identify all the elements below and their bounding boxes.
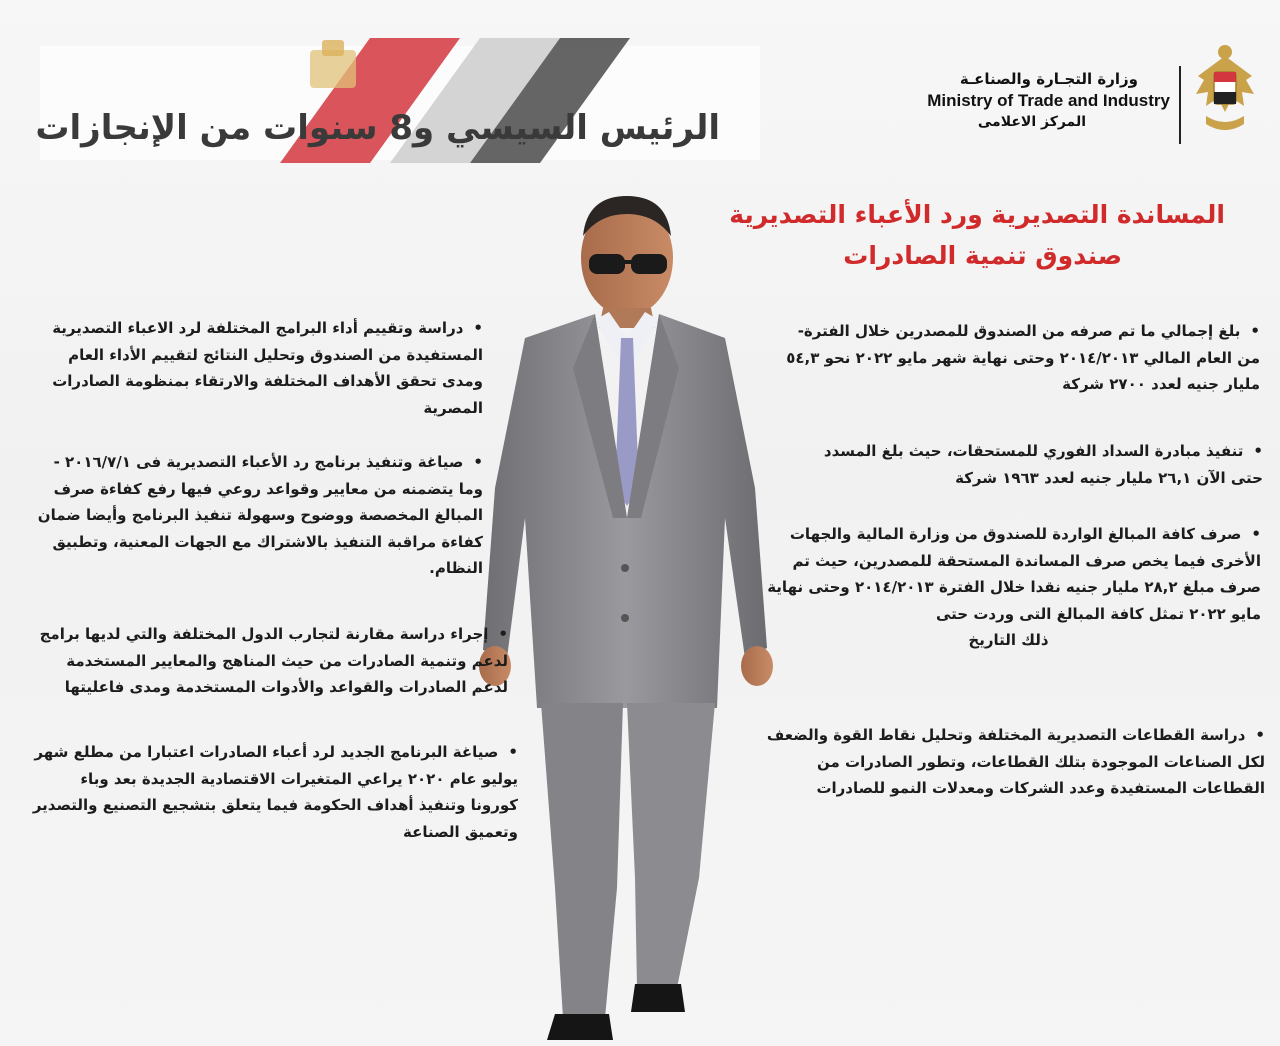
section-heading-primary: المساندة التصديرية ورد الأعباء التصديرية xyxy=(729,200,1225,229)
bullet-text-tail: ذلك التاريخ xyxy=(968,631,1049,649)
right-bullet-4 xyxy=(760,722,1265,802)
bullet-text: صياغة وتنفيذ برنامج رد الأعباء التصديرية فى ٢٠١٦/٧/١ - وما يتضمنه من معايير وقواعد روعي فيها رفع كفاءة صرف المبالغ المخصصة ووضوح وسهولة تنفيذ البرنامج وأيضا ضمان كفاءة مراقبة التنفيذ بالاشتراك مع الجهات المعنية، وتطبيق النظام. xyxy=(37,453,483,577)
bullet-icon: • xyxy=(1255,726,1265,744)
left-bullet-4 xyxy=(28,739,518,845)
right-bullet-1 xyxy=(780,318,1260,398)
ministry-name-english: Ministry of Trade and Industry xyxy=(927,91,1170,110)
eagle-emblem-icon xyxy=(1192,42,1258,137)
header-divider xyxy=(1179,66,1181,144)
bullet-icon: • xyxy=(473,453,483,471)
bullet-text: صرف كافة المبالغ الواردة للصندوق من وزارة المالية والجهات الأخرى فيما يخص صرف المساندة المستحقة للمصدرين، حيث تم صرف مبلغ ٢٨,٢ مليار جنيه نقدا خلال الفترة ٢٠١٤/٢٠١٣ وحتى نهاية مايو ٢٠٢٢ تمثل كافة المبالغ التى وردت حتى xyxy=(767,525,1261,623)
president-walking-figure xyxy=(455,188,785,1046)
header-banner xyxy=(35,38,760,163)
ministry-logo-text xyxy=(845,68,1170,132)
bullet-icon: • xyxy=(498,625,508,643)
left-bullet-2 xyxy=(28,449,483,582)
bullet-text: دراسة وتقييم أداء البرامج المختلفة لرد الاعباء التصديرية المستفيدة من الصندوق وتحليل النتائج لتقييم الأداء العام ومدى تحقق الأهداف المختلفة والارتقاء بمنظومة الصادرات المصرية xyxy=(52,319,483,417)
bullet-icon: • xyxy=(473,319,483,337)
bullet-icon: • xyxy=(1251,525,1261,543)
bullet-icon: • xyxy=(1253,442,1263,460)
banner-title: الرئيس السيسي و8 سنوات من الإنجازات xyxy=(35,108,720,148)
bullet-text: صياغة البرنامج الجديد لرد أعباء الصادرات اعتبارا من مطلع شهر يوليو عام ٢٠٢٠ يراعي المتغيرات الاقتصادية الجديدة بعد وباء كورونا وتنفيذ أهداف الحكومة فيما يتعلق بتشجيع التصنيع والتصدير وتعميق الصناعة xyxy=(32,743,518,841)
ministry-name-arabic: وزارة التجـارة والصناعـة xyxy=(959,70,1138,88)
bullet-text: إجراء دراسة مقارنة لتجارب الدول المختلفة والتي لديها برامج لدعم وتنمية الصادرات من حيث المناهج والمعايير المستخدمة لدعم الصادرات والقواعد والأدوات المستخدمة ومدى فاعليتها xyxy=(39,625,508,696)
bullet-icon: • xyxy=(1250,322,1260,340)
media-center-label: المركز الاعلامى xyxy=(977,114,1086,130)
right-bullet-3 xyxy=(756,521,1261,654)
bullet-text: تنفيذ مبادرة السداد الفوري للمستحقات، حيث بلغ المسدد حتى الآن ٢٦,١ مليار جنيه لعدد ١٩٦٣ شركة xyxy=(823,442,1263,487)
left-bullet-1 xyxy=(28,315,483,421)
bullet-text: بلغ إجمالي ما تم صرفه من الصندوق للمصدرين خلال الفترة- من العام المالي ٢٠١٤/٢٠١٣ وحتى نهاية شهر مايو ٢٠٢٢ نحو ٥٤,٣ مليار جنيه لعدد ٢٧٠٠ شركة xyxy=(786,322,1260,393)
right-bullet-2 xyxy=(808,438,1263,491)
left-bullet-3 xyxy=(28,621,508,701)
bullet-text: دراسة القطاعات التصديرية المختلفة وتحليل نقاط القوة والضعف لكل الصناعات الموجودة بتلك القطاعات، وتطور الصادرات من القطاعات المستفيدة وعدد الشركات ومعدلات النمو للصادرات xyxy=(766,726,1265,797)
section-heading-secondary: صندوق تنمية الصادرات xyxy=(843,241,1122,270)
bullet-icon: • xyxy=(508,743,518,761)
